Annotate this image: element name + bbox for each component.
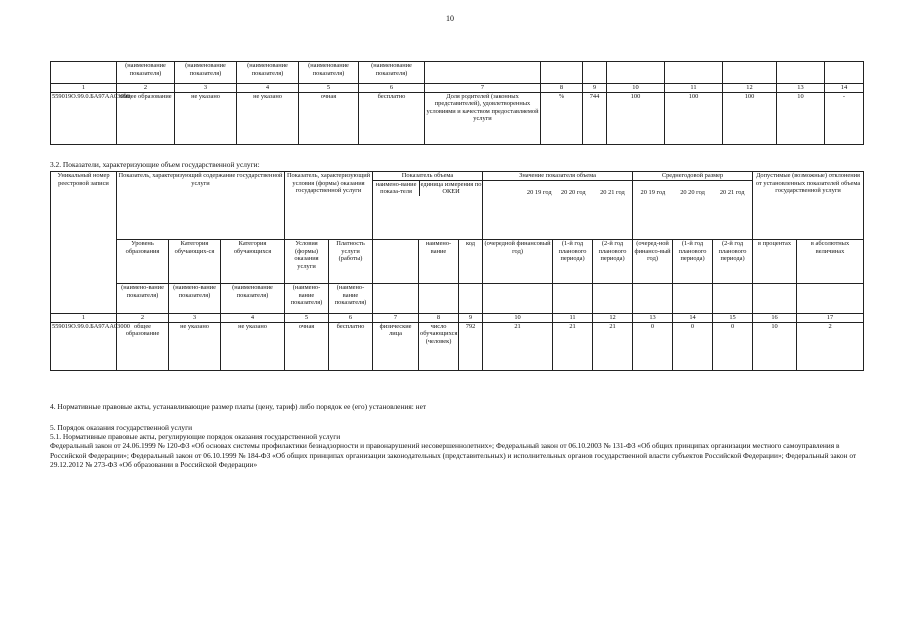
col-number: 8: [419, 314, 459, 323]
header-payment: Платность услуги (работы): [329, 240, 373, 284]
period-plan-2: (2-й год планового периода): [593, 240, 633, 284]
col-number: 1: [51, 314, 117, 323]
col-number: 4: [221, 314, 285, 323]
header-unit-code: код: [459, 240, 483, 284]
col-number: 2: [117, 314, 169, 323]
table-row: [51, 322, 864, 370]
col-number: 6: [359, 84, 425, 93]
table-cell: 100: [607, 92, 665, 144]
col-number: 9: [459, 314, 483, 323]
column-numbers-row: [51, 314, 864, 323]
header-average: Среднегодовой размер: [633, 172, 752, 181]
table-cell: очная: [285, 322, 329, 370]
header-level: Уровень образования: [117, 240, 169, 284]
col-number: 10: [483, 314, 553, 323]
registry-number: 559019О.99.0.БА97АА03000: [51, 322, 117, 370]
volume-indicators-table: [50, 171, 864, 371]
period-plan-1: (1-й год планового периода): [673, 240, 713, 284]
table-cell: общее образование: [117, 92, 175, 144]
header-name-label: (наимено-вание показателя): [117, 284, 169, 314]
table-cell: не указано: [221, 322, 285, 370]
quality-indicators-table: [50, 61, 864, 145]
table-cell: 100: [723, 92, 777, 144]
col-number: 6: [329, 314, 373, 323]
table-cell: 10: [777, 92, 825, 144]
table-cell: 21: [593, 322, 633, 370]
col-number: 2: [117, 84, 175, 93]
table-cell: 0: [633, 322, 673, 370]
table-cell: 21: [483, 322, 553, 370]
header-name-label: (наименование показателя): [237, 62, 299, 84]
header-name-label: (наименование показателя): [221, 284, 285, 314]
header-name-label: (наименование показателя): [117, 62, 175, 84]
col-number: 13: [777, 84, 825, 93]
table-cell: не указано: [169, 322, 221, 370]
table-cell: общее образование: [117, 322, 169, 370]
year-2020: 20 20 год: [680, 188, 705, 196]
table-cell: 744: [583, 92, 607, 144]
table-cell: 792: [459, 322, 483, 370]
year-2021: 20 21 год: [600, 188, 625, 196]
table-cell: не указано: [175, 92, 237, 144]
col-number: 8: [541, 84, 583, 93]
col-number: 5: [285, 314, 329, 323]
table-cell: не указано: [237, 92, 299, 144]
col-number: 10: [607, 84, 665, 93]
year-2021: 20 21 год: [719, 188, 745, 196]
col-number: 7: [425, 84, 541, 93]
table-row: [51, 92, 864, 144]
col-number: 4: [237, 84, 299, 93]
col-number: 11: [665, 84, 723, 93]
col-number: 13: [633, 314, 673, 323]
year-2019: 20 19 год: [640, 188, 666, 196]
table-cell: 21: [553, 322, 593, 370]
col-number: 1: [51, 84, 117, 93]
header-percent: в процентах: [753, 240, 797, 284]
table-cell: бесплатно: [359, 92, 425, 144]
col-number: 9: [583, 84, 607, 93]
header-deviation: Допустимые (возможные) отклонения от установленных показателей объема государственной услуги: [753, 172, 864, 240]
header-name-label: (наимено-вание показателя): [285, 284, 329, 314]
table-cell: 10: [753, 322, 797, 370]
period-current: (очеред-ной финансо-вый год): [633, 240, 673, 284]
period-plan-1: (1-й год планового периода): [553, 240, 593, 284]
header-value: Значение показателя объема: [483, 172, 632, 181]
col-number: 12: [723, 84, 777, 93]
column-numbers-row: [51, 84, 864, 93]
table-cell: 0: [673, 322, 713, 370]
table-cell: число обучающихся (человек): [419, 322, 459, 370]
header-absolute: в абсолютных величинах: [797, 240, 864, 284]
header-volume-name: наимено-вание показа-теля: [375, 180, 417, 196]
col-number: 15: [713, 314, 753, 323]
header-volume: Показатель объема: [373, 172, 482, 181]
table-cell: 100: [665, 92, 723, 144]
col-number: 14: [825, 84, 864, 93]
section-3-2-heading: 3.2. Показатели, характеризующие объем государственной услуги:: [50, 160, 260, 169]
year-2020: 20 20 год: [560, 188, 586, 196]
header-unit-name: наимено-вание: [419, 240, 459, 284]
section-5-heading: 5. Порядок оказания государственной услуги: [50, 423, 193, 432]
col-number: 11: [553, 314, 593, 323]
header-unit: единица измерения по ОКЕИ: [420, 180, 482, 196]
col-number: 17: [797, 314, 864, 323]
header-content: Показатель, характеризующий содержание государственной услуги: [117, 172, 285, 240]
section-5: [50, 423, 860, 469]
registry-number: 559019О.99.0.БА97АА03000: [51, 92, 117, 144]
header-conditions: Показатель, характеризующий условия (формы) оказания государственной услуги: [285, 172, 373, 240]
col-number: 16: [753, 314, 797, 323]
table-cell: бесплатно: [329, 322, 373, 370]
page-number: 10: [446, 14, 454, 23]
table-cell: физические лица: [373, 322, 419, 370]
section-4-text: 4. Нормативные правовые акты, устанавливающие размер платы (цену, тариф) либо порядок ее (его) установления: нет: [50, 402, 427, 411]
col-number: 3: [169, 314, 221, 323]
header-unique-number: Уникальный номер реестровой записи: [51, 172, 117, 314]
col-number: 7: [373, 314, 419, 323]
header-name-label: (наименование показателя): [299, 62, 359, 84]
header-form: Условия (формы) оказания услуги: [285, 240, 329, 284]
period-current: (очередной финансовый год): [483, 240, 553, 284]
col-number: 14: [673, 314, 713, 323]
section-5-1-heading: 5.1. Нормативные правовые акты, регулирующие порядок оказания государственной услуги: [50, 432, 341, 442]
period-plan-2: (2-й год планового периода): [713, 240, 753, 284]
header-name-label: (наименование показателя): [175, 62, 237, 84]
section-5-1-text: Федеральный закон от 24.06.1999 № 120-ФЗ «Об основах системы профилактики безнадзорности и правонарушений несовершеннолетних»; Федеральный закон от 06.10.2003 № 131-ФЗ «Об общих принципах организации местного самоуправления в Российской Федерации»; Федеральный закон от 06.10.1999 № 184-ФЗ «Об общих принципах организации законодательных (представительных) и исполнительных органов государственной власти субъектов Российской Федерации»; Федеральный закон от 29.12.2012 № 273-ФЗ «Об образовании в Российской Федерации»: [50, 441, 857, 469]
header-name-label: (наимено-вание показателя): [169, 284, 221, 314]
table-cell: 2: [797, 322, 864, 370]
table-cell: %: [541, 92, 583, 144]
col-number: 3: [175, 84, 237, 93]
indicator-name: Доля родителей (законных представителей), удовлетворенных условиями и качеством предоставляемой услуги: [425, 92, 541, 144]
col-number: 12: [593, 314, 633, 323]
col-number: 5: [299, 84, 359, 93]
header-category: Категория обучающихся: [221, 240, 285, 284]
header-name-label: (наименование показателя): [359, 62, 425, 84]
year-2019: 20 19 год: [526, 188, 552, 196]
table-cell: 0: [713, 322, 753, 370]
header-name-label: (наимено-вание показателя): [329, 284, 373, 314]
table-cell: -: [825, 92, 864, 144]
table-cell: очная: [299, 92, 359, 144]
header-category: Категория обучающих-ся: [169, 240, 221, 284]
